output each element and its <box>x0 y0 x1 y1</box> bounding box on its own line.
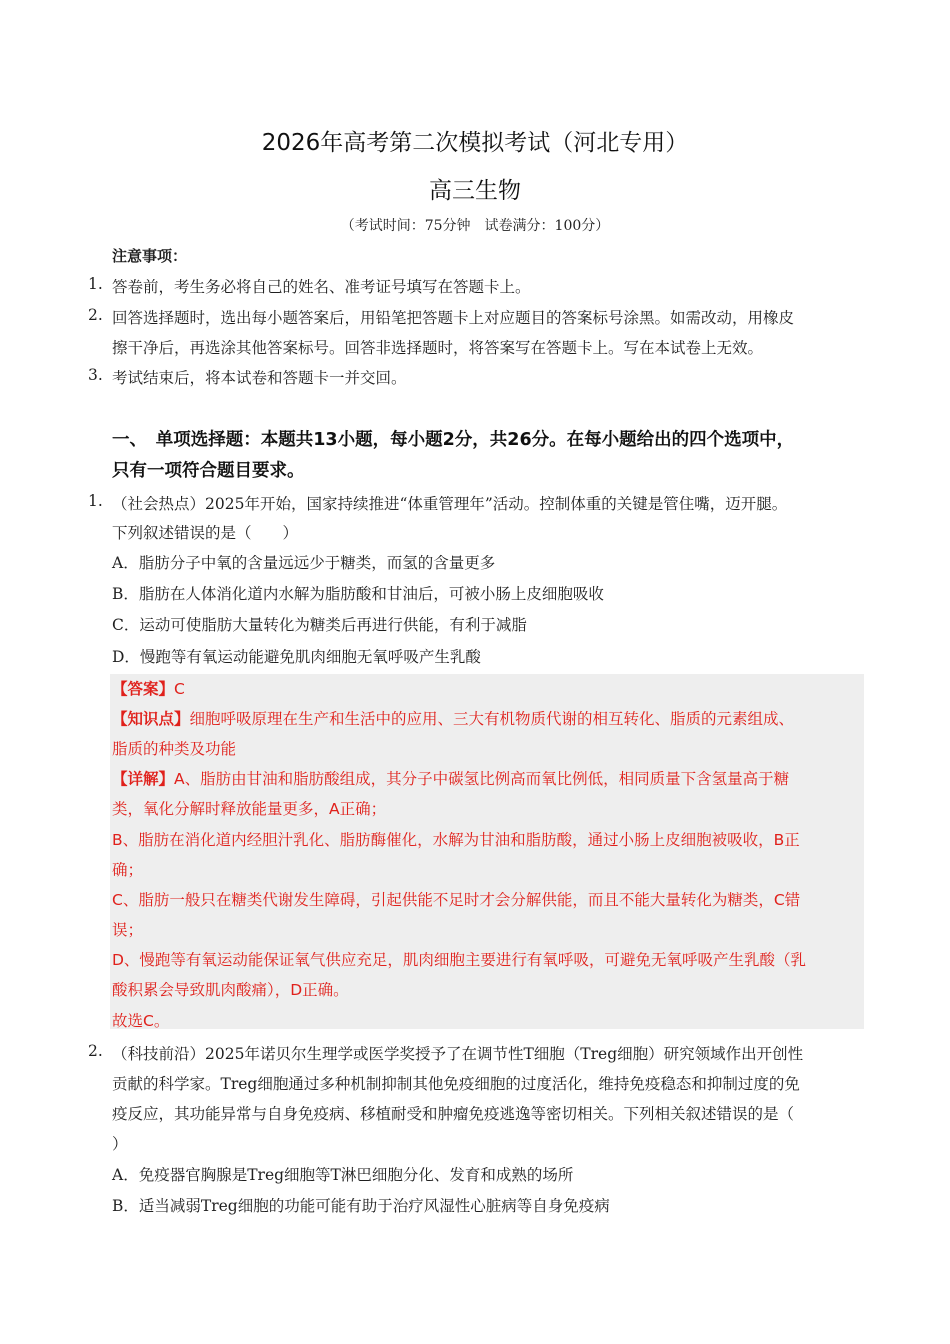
detail-tag: 【详解】 <box>112 770 175 788</box>
option-b: B．适当减弱Treg细胞的功能可能有助于治疗风湿性心脏病等自身免疫病 <box>112 1197 610 1215</box>
page-subtitle: 高三生物 <box>429 178 521 204</box>
notice-item-number: 2. <box>88 306 103 324</box>
section-heading: 只有一项符合题目要求。 <box>112 461 305 481</box>
exam-info: （考试时间：75分钟 试卷满分：100分） <box>340 218 610 234</box>
option-a: A．免疫器官胸腺是Treg细胞等T淋巴细胞分化、发育和成熟的场所 <box>112 1166 574 1184</box>
detail-text: D、慢跑等有氧运动能保证氧气供应充足，肌肉细胞主要进行有氧呼吸，可避免无氧呼吸产生乳酸（乳 <box>112 951 806 969</box>
question-stem: （社会热点）2025年开始，国家持续推进“体重管理年”活动。控制体重的关键是管住嘴，迈开腿。 <box>112 495 788 513</box>
page-title: 2026年高考第二次模拟考试（河北专用） <box>261 130 689 156</box>
notice-item-text: 答卷前，考生务必将自己的姓名、准考证号填写在答题卡上。 <box>112 278 531 296</box>
notice-item-text: 回答选择题时，选出每小题答案后，用铅笔把答题卡上对应题目的答案标号涂黑。如需改动，用橡皮 <box>112 309 795 327</box>
question-stem: 贡献的科学家。Treg细胞通过多种机制抑制其他免疫细胞的过度活化，维持免疫稳态和抑制过度的免 <box>112 1075 800 1093</box>
option-b: B．脂肪在人体消化道内水解为脂肪酸和甘油后，可被小肠上皮细胞吸收 <box>112 585 604 603</box>
notice-heading: 注意事项： <box>112 247 188 265</box>
detail-text: 类，氧化分解时释放能量更多，A正确； <box>112 800 387 818</box>
detail-text: A、脂肪由甘油和脂肪酸组成，其分子中碳氢比例高而氧比例低，相同质量下含氢量高于糖 <box>174 770 790 788</box>
detail-text: 确； <box>112 861 144 879</box>
question-number: 2. <box>88 1042 103 1060</box>
answer-line <box>112 677 185 699</box>
question-stem: ） <box>112 1135 128 1153</box>
detail-text: 酸积累会导致肌肉酸痛），D正确。 <box>112 981 349 999</box>
detail-text: 误； <box>112 921 144 939</box>
knowledge-line <box>112 707 794 729</box>
section-heading: 一、 单项选择题：本题共13小题，每小题2分，共26分。在每小题给出的四个选项中， <box>112 430 795 450</box>
detail-text: B、脂肪在消化道内经胆汁乳化、脂肪酶催化，水解为甘油和脂肪酸，通过小肠上皮细胞被吸收，B正 <box>112 831 800 849</box>
notice-item-number: 3. <box>88 366 103 384</box>
detail-text: 故选C。 <box>112 1012 170 1030</box>
question-stem: （科技前沿）2025年诺贝尔生理学或医学奖授予了在调节性T细胞（Treg细胞）研究领域作出开创性 <box>112 1045 804 1063</box>
knowledge-text: 脂质的种类及功能 <box>112 740 237 758</box>
notice-item-text: 擦干净后，再选涂其他答案标号。回答非选择题时，将答案写在答题卡上。写在本试卷上无效。 <box>112 339 764 357</box>
question-number: 1. <box>88 492 103 510</box>
knowledge-text: 细胞呼吸原理在生产和生活中的应用、三大有机物质代谢的相互转化、脂质的元素组成、 <box>189 710 795 728</box>
question-stem: 疫反应，其功能异常与自身免疫病、移植耐受和肿瘤免疫逃逸等密切相关。下列相关叙述错误的是（ <box>112 1105 795 1123</box>
question-stem: 下列叙述错误的是（ ） <box>112 524 299 542</box>
option-c: C．运动可使脂肪大量转化为糖类后再进行供能，有利于减脂 <box>112 616 527 634</box>
detail-line <box>112 767 789 789</box>
detail-text: C、脂肪一般只在糖类代谢发生障碍，引起供能不足时才会分解供能，而且不能大量转化为糖类，C错 <box>112 891 801 909</box>
option-a: A．脂肪分子中氧的含量远远少于糖类，而氢的含量更多 <box>112 554 496 572</box>
notice-item-number: 1. <box>88 275 103 293</box>
answer-tag: 【答案】 <box>112 680 175 698</box>
answer-value: C <box>174 680 185 698</box>
knowledge-tag: 【知识点】 <box>112 710 190 728</box>
option-d: D．慢跑等有氧运动能避免肌肉细胞无氧呼吸产生乳酸 <box>112 648 481 666</box>
notice-item-text: 考试结束后，将本试卷和答题卡一并交回。 <box>112 369 407 387</box>
